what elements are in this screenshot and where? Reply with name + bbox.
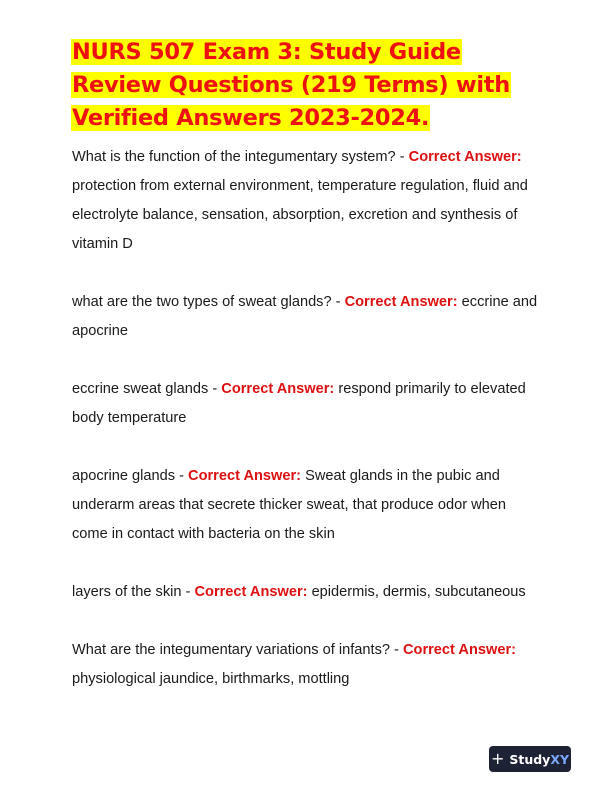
answer-text: epidermis, dermis, subcutaneous bbox=[311, 584, 526, 600]
studyxy-watermark-badge[interactable] bbox=[489, 746, 571, 772]
qa-list bbox=[72, 143, 542, 723]
title-highlight: NURS 507 Exam 3: Study Guide Review Questions (219 Terms) with Verified Answers 2023-2024. bbox=[72, 39, 510, 131]
answer-label: Correct Answer: bbox=[221, 381, 335, 397]
question-text: What is the function of the integumentary system? bbox=[72, 149, 396, 165]
question-text: layers of the skin bbox=[72, 584, 182, 600]
qa-item: what are the two types of sweat glands? - Correct Answer: eccrine and apocrine bbox=[72, 294, 538, 339]
qa-item: What is the function of the integumentary system? - Correct Answer: protection from external environment, temperature regulation, fluid and electrolyte balance, sensation, absorption, excretion and synthesis of vitamin D bbox=[72, 149, 528, 252]
answer-text: eccrine and apocrine bbox=[72, 294, 538, 339]
answer-label: Correct Answer: bbox=[408, 149, 522, 165]
qa-item: apocrine glands - Correct Answer: Sweat glands in the pubic and underarm areas that secrete thicker sweat, that produce odor when come in contact with bacteria on the skin bbox=[72, 468, 506, 542]
answer-text: Sweat glands in the pubic and underarm areas that secrete thicker sweat, that produce odor when come in contact with bacteria on the skin bbox=[72, 468, 506, 542]
brand-accent: XY bbox=[550, 751, 570, 767]
brand-name bbox=[509, 752, 569, 767]
question-text: eccrine sweat glands bbox=[72, 381, 209, 397]
plus-icon: + bbox=[490, 748, 505, 768]
question-text: What are the integumentary variations of infants? bbox=[72, 642, 390, 658]
answer-text: protection from external environment, temperature regulation, fluid and electrolyte balance, sensation, absorption, excretion and synthesis of vitamin D bbox=[72, 178, 528, 252]
qa-item: eccrine sweat glands - Correct Answer: respond primarily to elevated body temperature bbox=[72, 381, 526, 426]
document-title bbox=[71, 36, 541, 135]
qa-item: layers of the skin - Correct Answer: epidermis, dermis, subcutaneous bbox=[72, 584, 526, 600]
question-text: apocrine glands bbox=[72, 468, 176, 484]
answer-text: physiological jaundice, birthmarks, mottling bbox=[72, 671, 350, 687]
answer-label: Correct Answer: bbox=[402, 642, 516, 658]
answer-label: Correct Answer: bbox=[344, 294, 458, 310]
answer-label: Correct Answer: bbox=[188, 468, 302, 484]
question-text: what are the two types of sweat glands? bbox=[72, 294, 332, 310]
answer-text: respond primarily to elevated body temperature bbox=[72, 381, 526, 426]
answer-label: Correct Answer: bbox=[194, 584, 308, 600]
brand-main: Study bbox=[509, 751, 551, 767]
qa-item: What are the integumentary variations of infants? - Correct Answer: physiological jaundice, birthmarks, mottling bbox=[72, 642, 516, 687]
